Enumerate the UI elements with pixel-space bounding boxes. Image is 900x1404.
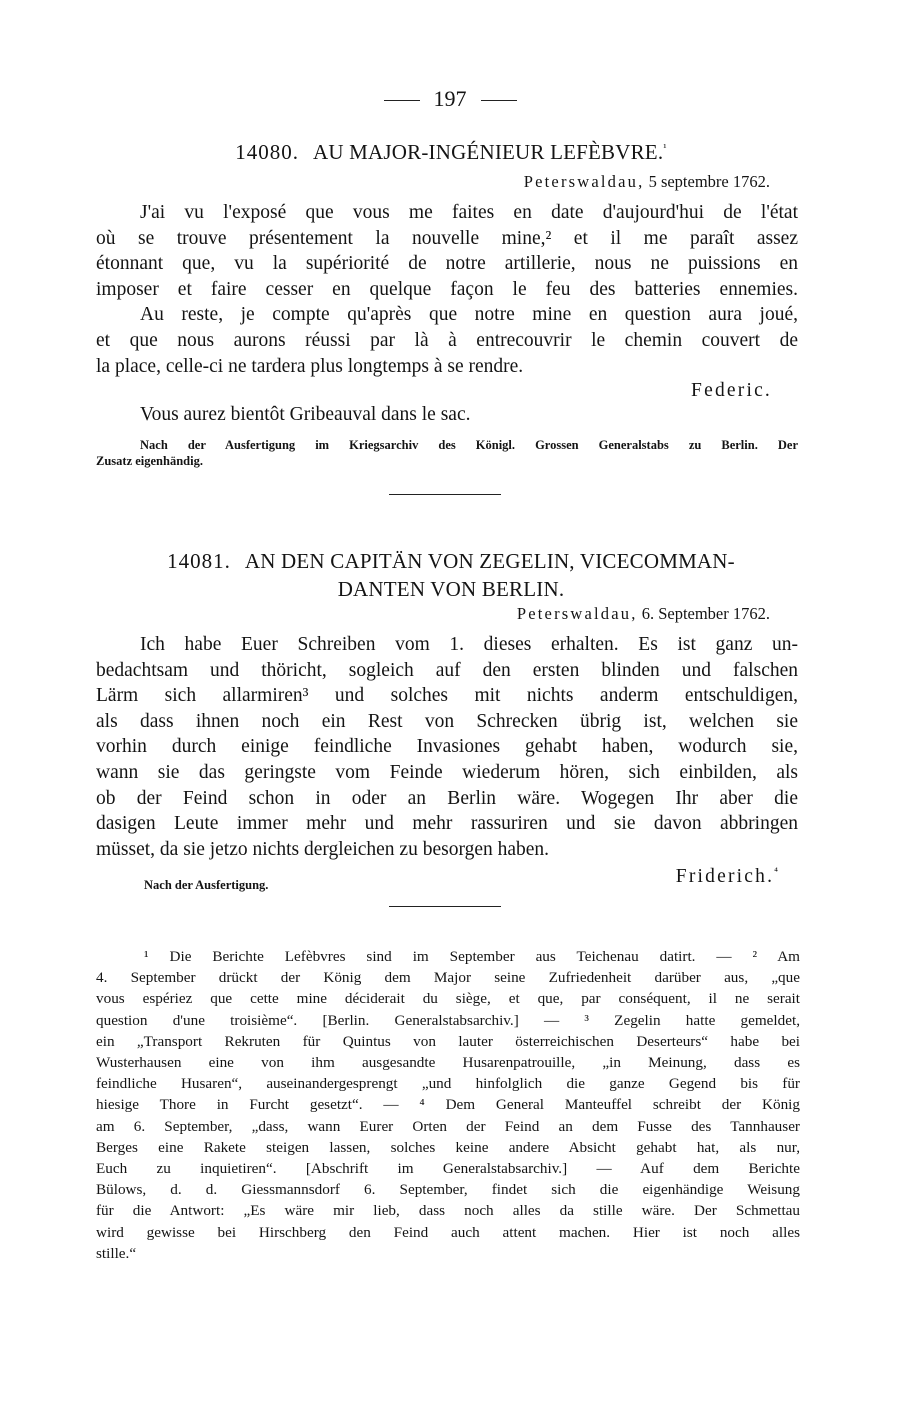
- footnote-line: 4. September drückt der König dem Major seine Zufriedenheit darüber aus, „que: [96, 969, 800, 987]
- letter-1-postscript: [140, 402, 740, 428]
- header-dash-right: [481, 100, 517, 101]
- footnote-line: wird gewisse bei Hirschberg den Feind auch attent machen. Hier ist noch alles: [96, 1223, 800, 1241]
- letter-2-heading-line-1: [96, 547, 806, 575]
- letter-1-signature: Federic.: [691, 380, 772, 401]
- letter-1-heading: [96, 138, 806, 166]
- letter-2-heading: [96, 547, 806, 603]
- footnote-line: am 6. September, „dass, wann Eurer Orten der Feind an dem Fusse des Tannhauser: [96, 1117, 800, 1135]
- body-line: J'ai vu l'exposé que vous me faites en date d'aujourd'hui de l'état: [140, 202, 798, 223]
- letter-2-body: [96, 632, 798, 862]
- postscript-text: Vous aurez bientôt Gribeauval dans le sac.: [140, 404, 471, 425]
- letter-2-place: Peterswaldau,: [516, 604, 638, 623]
- footnote-line: question d'une troisième“. [Berlin. Generalstabsarchiv.] — ³ Zegelin hatte gemeldet,: [96, 1011, 800, 1029]
- footnote-line: hiesige Thore in Furcht gesetzt“. — ⁴ Dem General Manteuffel schreibt der König: [96, 1096, 800, 1114]
- letter-1-number: 14080.: [235, 140, 299, 164]
- letter-2-source-note: Nach der Ausfertigung.: [144, 878, 269, 892]
- section-divider: [389, 906, 501, 907]
- letter-2-dateline: [517, 604, 770, 624]
- letter-1-dateline: [524, 172, 770, 192]
- footnote-line: stille.“: [96, 1244, 137, 1262]
- body-line: imposer et faire cesser en quelque façon le feu des batteries ennemies.: [96, 278, 798, 300]
- body-line: Lärm sich allarmiren³ und solches mit nichts anderm entschuldigen,: [96, 685, 798, 707]
- body-line: et que nous aurons réussi par là à entrecouvrir le chemin couvert de: [96, 329, 798, 351]
- footnote-line: Euch zu inquietiren“. [Abschrift im Generalstabsarchiv.] — Auf dem Berichte: [96, 1160, 800, 1178]
- source-line: Nach der Ausfertigung im Kriegsarchiv des Königl. Grossen Generalstabs zu Berlin. Der: [140, 438, 798, 452]
- letter-2-number: 14081.: [167, 549, 231, 573]
- letter-2-signature-note: ⁴: [774, 865, 778, 878]
- body-line: dasigen Leute immer mehr und mehr rassuriren und sie davon abbringen: [96, 813, 798, 835]
- body-line: où se trouve présentement la nouvelle mine,² et il me paraît assez: [96, 227, 798, 249]
- page-header: [0, 86, 900, 112]
- letter-2-date: 6. September 1762.: [641, 604, 770, 623]
- letter-1-title: AU MAJOR-INGÉNIEUR LEFÈBVRE.: [312, 140, 664, 164]
- letter-1-body: [96, 200, 798, 379]
- letter-2-signature-text: Friderich.: [675, 866, 775, 887]
- letter-1-source-note: [96, 437, 798, 469]
- body-line: als dass ihnen noch ein Rest von Schrecken übrig ist, welchen sie: [96, 710, 798, 732]
- footnote-line: Berges eine Rakete steigen lassen, solches keine andere Absicht gehabt hat, als nur,: [96, 1138, 800, 1156]
- header-dash-left: [384, 100, 420, 101]
- letter-1-title-note: ¹: [663, 142, 667, 154]
- letter-1-place: Peterswaldau,: [523, 172, 645, 191]
- letter-2-title-line-2: DANTEN VON BERLIN.: [337, 577, 565, 601]
- letter-2-signature: [676, 866, 778, 888]
- body-line: Ich habe Euer Schreiben vom 1. dieses erhalten. Es ist ganz un-: [140, 634, 798, 655]
- page-number: 197: [433, 86, 467, 111]
- footnote-line: vous espériez que cette mine déciderait du siège, et que, par conséquent, il ne serait: [96, 990, 800, 1008]
- letter-2-title-line-1: AN DEN CAPITÄN VON ZEGELIN, VICECOMMAN-: [244, 549, 735, 573]
- footnote-line: Wusterhausen eine von ihm ausgesandte Husarenpatrouille, „in Meinung, dass es: [96, 1054, 800, 1072]
- section-divider: [389, 494, 501, 495]
- source-line: Zusatz eigenhändig.: [96, 454, 203, 468]
- body-line: Au reste, je compte qu'après que notre mine en question aura joué,: [140, 304, 798, 326]
- body-line: wann sie das geringste vom Feinde wiederum hören, sich einbilden, als: [96, 761, 798, 783]
- footnote-line: Bülows, d. d. Giessmannsdorf 6. September, findet sich die eigenhändige Weisung: [96, 1181, 800, 1199]
- body-line: müsset, da sie jetzo nichts dergleichen zu besorgen haben.: [96, 838, 550, 860]
- letter-1-date: 5 septembre 1762.: [648, 172, 770, 191]
- footnote-line: ¹ Die Berichte Lefèbvres sind im September aus Teichenau datirt. — ² Am: [144, 948, 800, 965]
- body-line: bedachtsam und thöricht, sogleich auf den ersten blinden und falschen: [96, 659, 798, 681]
- body-line: vorhin durch einige feindliche Invasiones gehabt haben, wodurch sie,: [96, 736, 798, 758]
- body-line: la place, celle-ci ne tardera plus longtemps à se rendre.: [96, 355, 524, 377]
- footnote-line: ein „Transport Rekruten für Quintus von lauter österreichischen Deserteurs“ habe bei: [96, 1032, 800, 1050]
- body-line: étonnant que, vu la supériorité de notre artillerie, nous ne puissions en: [96, 253, 798, 275]
- footnote-line: feindliche Husaren“, auseinandergesprengt „und hinfolglich die ganze Gegend bis für: [96, 1075, 800, 1093]
- footnotes: [96, 946, 800, 1264]
- body-line: ob der Feind schon in oder an Berlin wäre. Wogegen Ihr aber die: [96, 787, 798, 809]
- footnote-line: für die Antwort: „Es wäre mir lieb, dass noch alles da stille wäre. Der Schmettau: [96, 1202, 800, 1220]
